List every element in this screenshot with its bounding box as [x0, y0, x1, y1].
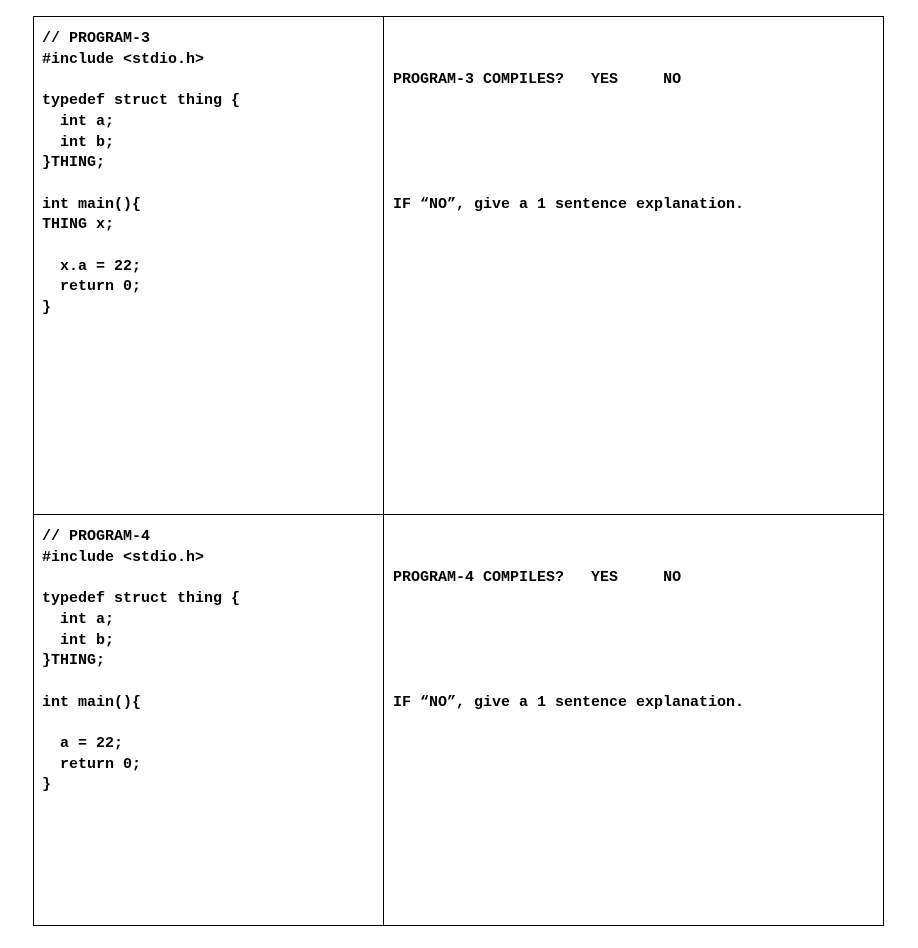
program-4-answer-cell	[384, 515, 883, 926]
code-line: return 0;	[42, 755, 142, 773]
code-line: int a;	[42, 610, 115, 628]
program-3-row	[34, 17, 883, 514]
code-line: x.a = 22;	[42, 257, 142, 275]
program-3-code	[34, 17, 383, 319]
code-line: #include <stdio.h>	[42, 50, 205, 68]
code-line: return 0;	[42, 278, 142, 296]
code-line: #include <stdio.h>	[42, 548, 205, 566]
program-3-code-cell	[34, 17, 384, 514]
question-table	[33, 16, 884, 926]
program-3-instruction: IF “NO”, give a 1 sentence explanation.	[393, 195, 745, 213]
code-line: int b;	[42, 631, 115, 649]
program-4-compiles-question	[393, 568, 883, 589]
code-line: int a;	[42, 112, 115, 130]
program-3-answer-cell	[384, 17, 883, 514]
code-line: // PROGRAM-3	[42, 30, 151, 47]
program-3-no-option[interactable]: NO	[663, 71, 682, 89]
program-4-question-text: PROGRAM-4 COMPILES?	[393, 569, 565, 587]
program-4-yes-option[interactable]: YES	[591, 569, 619, 587]
code-line: a = 22;	[42, 735, 124, 753]
program-4-no-option[interactable]: NO	[663, 569, 682, 587]
code-line: int main(){	[42, 693, 142, 711]
code-line: int main(){	[42, 195, 142, 213]
code-line: int b;	[42, 133, 115, 151]
code-line: }THING;	[42, 652, 106, 670]
program-3-yes-option[interactable]: YES	[591, 71, 619, 89]
code-line: }THING;	[42, 154, 106, 172]
code-line: typedef struct thing {	[42, 590, 241, 608]
program-4-code-cell	[34, 515, 384, 926]
program-3-question-text: PROGRAM-3 COMPILES?	[393, 71, 565, 89]
code-line: }	[42, 776, 52, 794]
code-line: typedef struct thing {	[42, 92, 241, 110]
program-3-compiles-question	[393, 70, 883, 91]
code-line: THING x;	[42, 216, 115, 234]
code-line: }	[42, 299, 52, 317]
program-4-instruction: IF “NO”, give a 1 sentence explanation.	[393, 693, 745, 711]
program-4-row	[34, 514, 883, 926]
program-4-code	[34, 515, 383, 796]
code-line: // PROGRAM-4	[42, 528, 151, 545]
